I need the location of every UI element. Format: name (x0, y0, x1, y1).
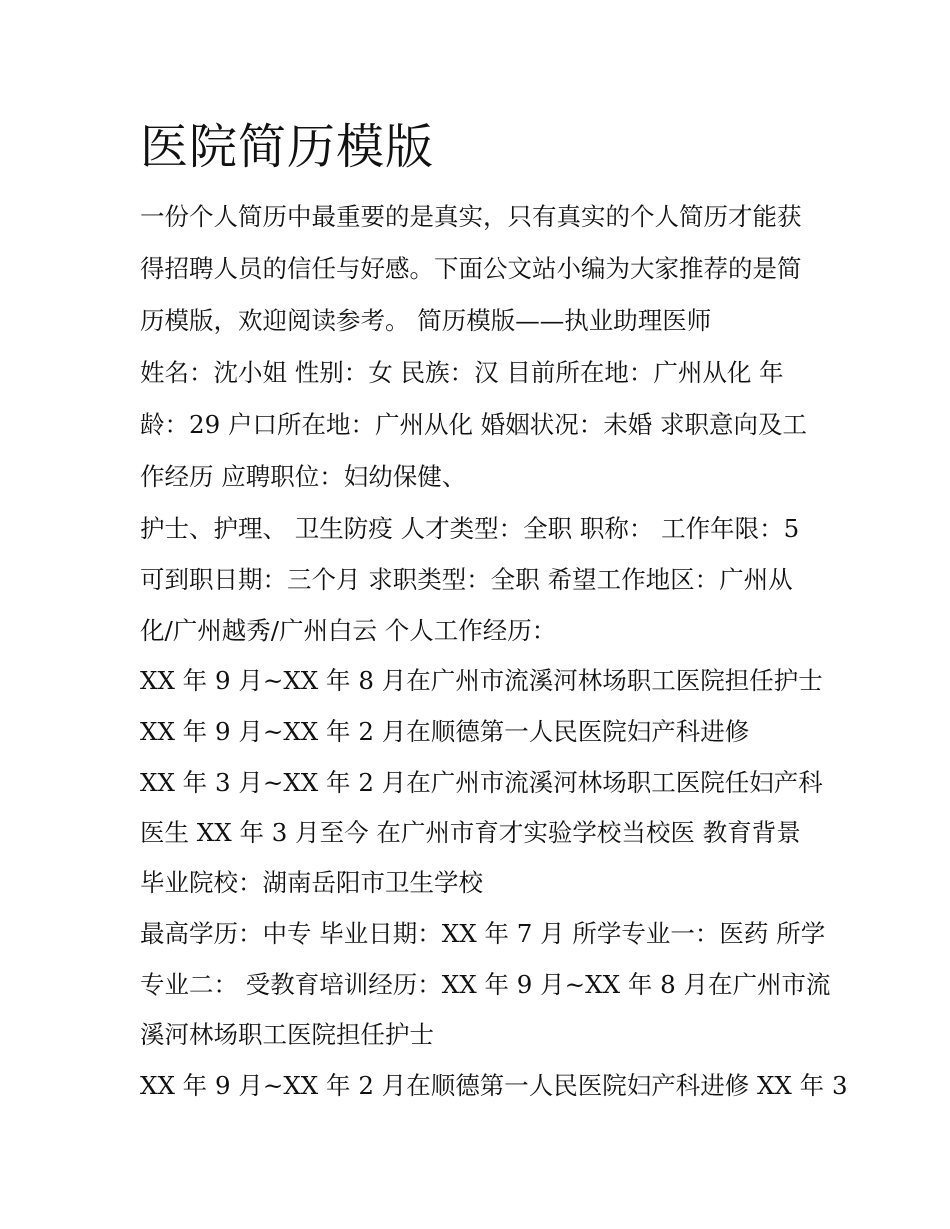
body-line-17: 溪河林场职工医院担任护士 (140, 1020, 434, 1049)
body-line-18: XX 年 9 月~XX 年 2 月在顺德第一人民医院妇产科进修 XX 年 3 (140, 1071, 848, 1100)
body-line-10: XX 年 9 月~XX 年 8 月在广州市流溪河林场职工医院担任护士 (140, 666, 823, 695)
body-line-16: 专业二： 受教育培训经历：XX 年 9 月~XX 年 8 月在广州市流 (140, 970, 831, 999)
body-line-6: 作经历 应聘职位：妇幼保健、 (140, 462, 467, 491)
body-line-9: 化/广州越秀/广州白云 个人工作经历： (140, 616, 557, 645)
document-title: 医院简历模版 (140, 119, 435, 175)
body-line-13: 医生 XX 年 3 月至今 在广州市育才实验学校当校医 教育背景 (140, 818, 801, 847)
body-line-4: 姓名：沈小姐 性别：女 民族：汉 目前所在地：广州从化 年 (140, 358, 784, 387)
body-line-7: 护士、护理、 卫生防疫 人才类型：全职 职称： 工作年限：5 (140, 514, 800, 543)
body-line-1: 一份个人简历中最重要的是真实，只有真实的个人简历才能获 (140, 202, 802, 231)
body-line-5: 龄：29 户口所在地：广州从化 婚姻状况：未婚 求职意向及工 (140, 410, 808, 439)
body-line-11: XX 年 9 月~XX 年 2 月在顺德第一人民医院妇产科进修 (140, 717, 750, 746)
body-line-14: 毕业院校：湖南岳阳市卫生学校 (140, 868, 483, 897)
body-line-12: XX 年 3 月~XX 年 2 月在广州市流溪河林场职工医院任妇产科 (140, 768, 823, 797)
body-line-3: 历模版，欢迎阅读参考。 简历模版——执业助理医师 (140, 306, 712, 335)
body-line-2: 得招聘人员的信任与好感。下面公文站小编为大家推荐的是简 (140, 254, 802, 283)
body-line-8: 可到职日期：三个月 求职类型：全职 希望工作地区：广州从 (140, 565, 793, 594)
body-line-15: 最高学历：中专 毕业日期：XX 年 7 月 所学专业一：医药 所学 (140, 919, 826, 948)
